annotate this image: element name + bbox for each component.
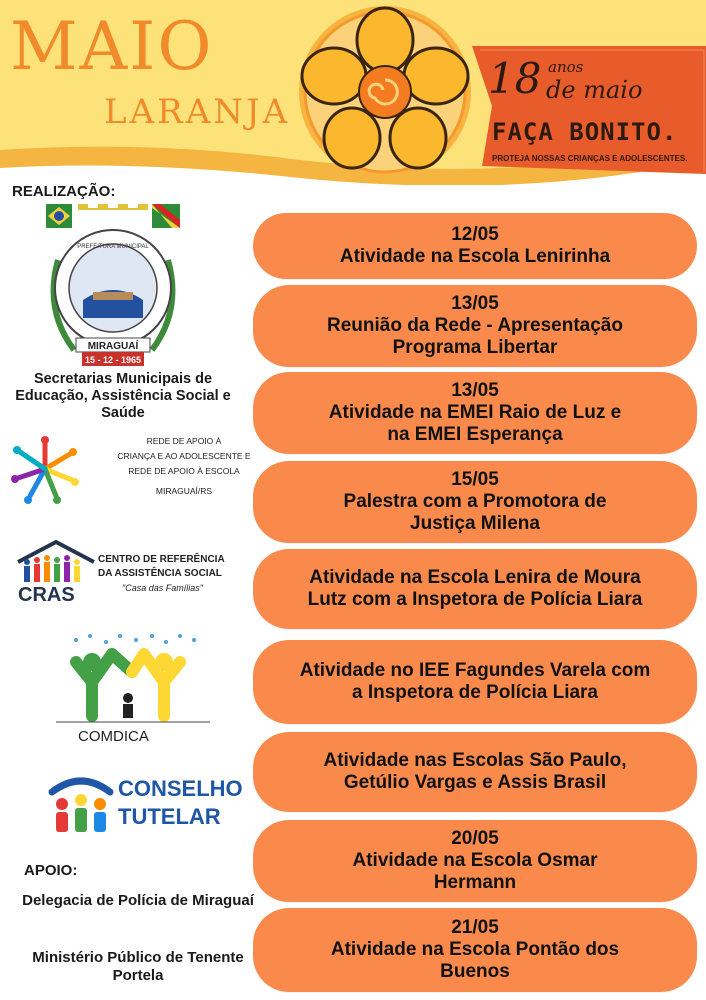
apoio-label: APOIO: <box>24 862 78 879</box>
event-card <box>253 732 697 812</box>
event-line: Palestra com a Promotora de <box>343 491 607 512</box>
event-line: Reunião da Rede - Apresentação <box>327 315 623 336</box>
event-line: 13/05 <box>451 293 499 314</box>
badge-anos: anos <box>548 58 584 76</box>
realizacao-label: REALIZAÇÃO: <box>12 183 116 200</box>
conselho-tutelar-logo <box>48 770 243 842</box>
apoio-item-ministerio: Ministério Público de Tenente Portela <box>32 949 244 984</box>
secretarias-text: Secretarias Municipais de Educação, Assistência Social e Saúde <box>15 371 231 421</box>
conselho-line2: TUTELAR <box>118 804 221 829</box>
event-line: Programa Libertar <box>392 337 558 358</box>
rede-apoio-line2: CRIANÇA E AO ADOLESCENTE E <box>117 451 251 461</box>
event-line: Atividade nas Escolas São Paulo, <box>323 750 627 771</box>
event-line: 20/05 <box>451 828 499 849</box>
conselho-family-icon <box>48 770 114 840</box>
event-line: Justiça Milena <box>410 513 540 534</box>
event-card <box>253 285 697 367</box>
event-card <box>253 820 697 902</box>
event-line: na EMEI Esperança <box>387 424 563 445</box>
event-line: Atividade na Escola Lenirinha <box>339 246 611 267</box>
svg-text:PREFEITURA MUNICIPAL: PREFEITURA MUNICIPAL <box>77 244 149 250</box>
badge-number: 18 <box>488 54 542 103</box>
comdica-logo <box>56 632 210 750</box>
rede-apoio-people-icon <box>10 434 80 504</box>
conselho-line1: CONSELHO <box>118 776 243 801</box>
event-card <box>253 908 697 992</box>
badge-slogan: FAÇA BONITO. <box>492 118 678 146</box>
event-line: Lutz com a Inspetora de Polícia Liara <box>307 589 643 610</box>
event-card <box>253 372 697 454</box>
badge-subtitle: PROTEJA NOSSAS CRIANÇAS E ADOLESCENTES. <box>492 154 688 163</box>
rede-apoio-line1: REDE DE APOIO À <box>146 436 222 446</box>
apoio-item-delegacia: Delegacia de Polícia de Miraguaí <box>22 892 254 909</box>
rede-apoio-text <box>116 434 252 479</box>
rede-apoio-city: MIRAGUAÍ/RS <box>155 486 213 496</box>
event-line: Buenos <box>440 961 510 982</box>
events-list <box>253 0 697 1000</box>
event-line: Atividade na EMEI Raio de Luz e <box>328 402 622 423</box>
cras-line1: CENTRO DE REFERÊNCIA <box>98 554 225 565</box>
svg-text:MIRAGUAÍ: MIRAGUAÍ <box>87 341 139 352</box>
event-line: Atividade no IEE Fagundes Varela com <box>299 660 651 681</box>
title-laranja: LARANJA <box>104 92 291 132</box>
prefeitura-coat-of-arms-icon <box>38 200 188 368</box>
event-line: 15/05 <box>451 469 499 490</box>
svg-text:15 - 12 - 1965: 15 - 12 - 1965 <box>84 355 142 365</box>
event-line: 21/05 <box>451 917 499 938</box>
title-maio: MAIO <box>10 8 214 85</box>
cras-house-people-icon <box>14 540 98 588</box>
rede-apoio-logo <box>10 430 250 506</box>
cras-line2: DA ASSISTÊNCIA SOCIAL <box>98 568 222 579</box>
event-card <box>253 640 697 724</box>
event-card <box>253 213 697 279</box>
cras-line3: "Casa das Famílias" <box>122 583 203 593</box>
event-line: Atividade na Escola Lenira de Moura <box>309 567 641 588</box>
rede-apoio-line3: REDE DE APOIO À ESCOLA <box>128 466 240 476</box>
badge-date: de maio <box>546 76 643 104</box>
event-line: Hermann <box>433 872 517 893</box>
comdica-family-icon <box>56 632 210 728</box>
comdica-word: COMDICA <box>78 728 149 745</box>
event-line: a Inspetora de Polícia Liara <box>351 682 599 703</box>
event-line: Atividade na Escola Osmar <box>352 850 598 871</box>
event-line: Getúlio Vargas e Assis Brasil <box>343 772 607 793</box>
event-line: 12/05 <box>451 224 499 245</box>
event-card <box>253 549 697 629</box>
event-line: 13/05 <box>451 380 499 401</box>
event-line: Atividade na Escola Pontão dos <box>330 939 620 960</box>
event-card <box>253 461 697 543</box>
cras-word: CRAS <box>18 584 75 606</box>
cras-logo <box>14 540 254 610</box>
